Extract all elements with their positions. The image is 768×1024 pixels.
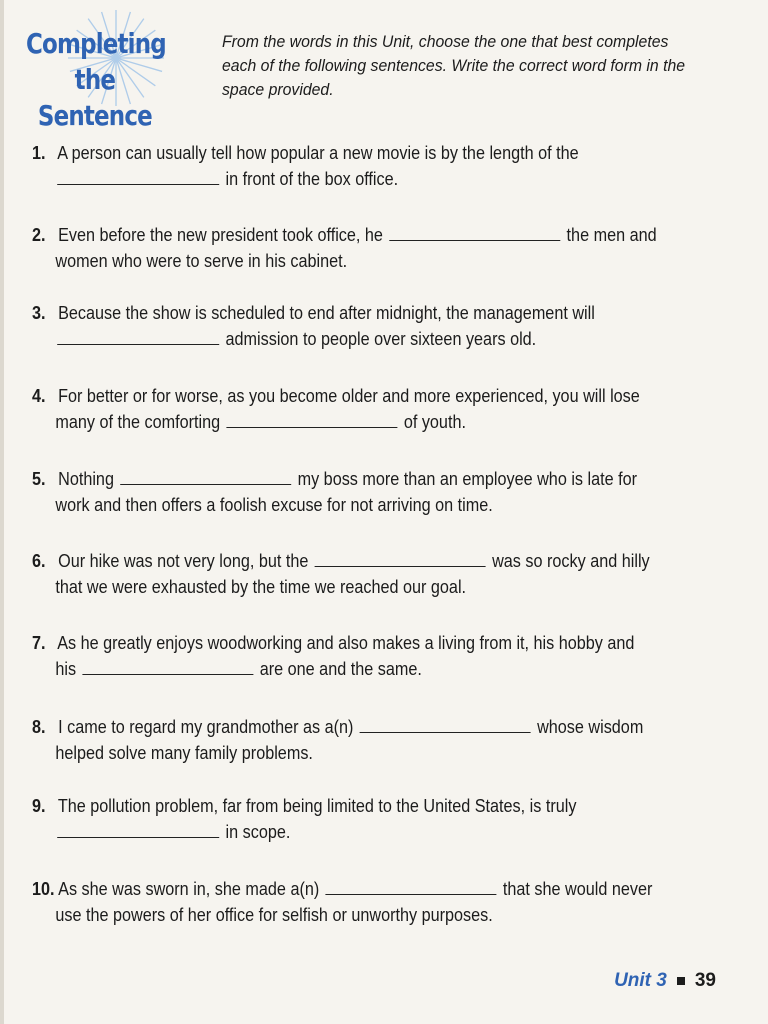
square-bullet-icon <box>677 977 685 985</box>
question-text: that she would never <box>502 879 653 899</box>
unit-label: Unit 3 <box>614 970 667 991</box>
question-text: Nothing <box>58 469 114 489</box>
heading-text <box>26 26 164 134</box>
question-number: 6. <box>32 551 46 571</box>
question-number: 4. <box>32 386 46 406</box>
question-number: 1. <box>32 143 46 163</box>
question-text: Because the show is scheduled to end after midnight, the management will <box>58 303 595 323</box>
question-number: 7. <box>32 633 46 653</box>
answer-blank[interactable] <box>389 222 560 241</box>
question-10 <box>32 876 722 928</box>
question-number: 2. <box>32 225 46 245</box>
page-edge <box>0 0 4 1024</box>
question-9 <box>32 793 722 845</box>
page-footer <box>614 970 716 992</box>
question-text: admission to people over sixteen years old. <box>225 329 537 349</box>
question-text: Our hike was not very long, but the <box>58 551 309 571</box>
question-text: The pollution problem, far from being limited to the United States, is truly <box>57 796 577 816</box>
question-2 <box>32 222 722 274</box>
question-text: A person can usually tell how popular a new movie is by the length of the <box>57 143 579 163</box>
answer-blank[interactable] <box>226 409 397 428</box>
question-text: my boss more than an employee who is late for <box>297 469 638 489</box>
question-1 <box>32 140 722 192</box>
question-5 <box>32 466 722 518</box>
question-number: 10. <box>32 879 55 899</box>
question-4 <box>32 383 722 435</box>
question-text: of youth. <box>403 412 466 432</box>
question-text: the men and <box>566 225 657 245</box>
question-text: that we were exhausted by the time we reached our goal. <box>55 577 467 597</box>
question-3 <box>32 300 722 352</box>
answer-blank[interactable] <box>82 656 253 675</box>
answer-blank[interactable] <box>120 466 291 485</box>
question-text: his <box>55 659 77 679</box>
question-text: are one and the same. <box>259 659 422 679</box>
question-text: whose wisdom <box>537 717 644 737</box>
answer-blank[interactable] <box>360 714 531 733</box>
question-number: 3. <box>32 303 46 323</box>
heading-line-2: the Sentence <box>37 63 152 132</box>
question-text: helped solve many family problems. <box>55 743 313 763</box>
question-text: Even before the new president took office, he <box>58 225 383 245</box>
question-number: 5. <box>32 469 46 489</box>
question-text: in scope. <box>225 822 291 842</box>
answer-blank[interactable] <box>57 166 219 185</box>
question-text: I came to regard my grandmother as a(n) <box>58 717 354 737</box>
section-heading <box>26 14 196 132</box>
page-number: 39 <box>694 970 716 991</box>
question-8 <box>32 714 722 766</box>
question-text: use the powers of her office for selfish or unworthy purposes. <box>55 905 493 925</box>
question-text: work and then offers a foolish excuse for not arriving on time. <box>55 495 493 515</box>
instructions: From the words in this Unit, choose the one that best completes each of the following sentences. Write the correct word form in the space provided. <box>222 32 686 99</box>
heading-line-1: Completing <box>26 27 166 60</box>
question-number: 9. <box>32 796 46 816</box>
answer-blank[interactable] <box>315 548 486 567</box>
question-6 <box>32 548 722 600</box>
question-text: many of the comforting <box>55 412 221 432</box>
question-text: For better or for worse, as you become older and more experienced, you will lose <box>58 386 640 406</box>
question-text: women who were to serve in his cabinet. <box>55 251 348 271</box>
question-text: As she was sworn in, she made a(n) <box>58 879 320 899</box>
answer-blank[interactable] <box>57 819 219 838</box>
answer-blank[interactable] <box>57 326 219 345</box>
question-text: As he greatly enjoys woodworking and also makes a living from it, his hobby and <box>57 633 635 653</box>
question-number: 8. <box>32 717 46 737</box>
question-text: was so rocky and hilly <box>492 551 650 571</box>
question-7 <box>32 630 722 682</box>
answer-blank[interactable] <box>326 876 497 895</box>
question-text: in front of the box office. <box>225 169 399 189</box>
